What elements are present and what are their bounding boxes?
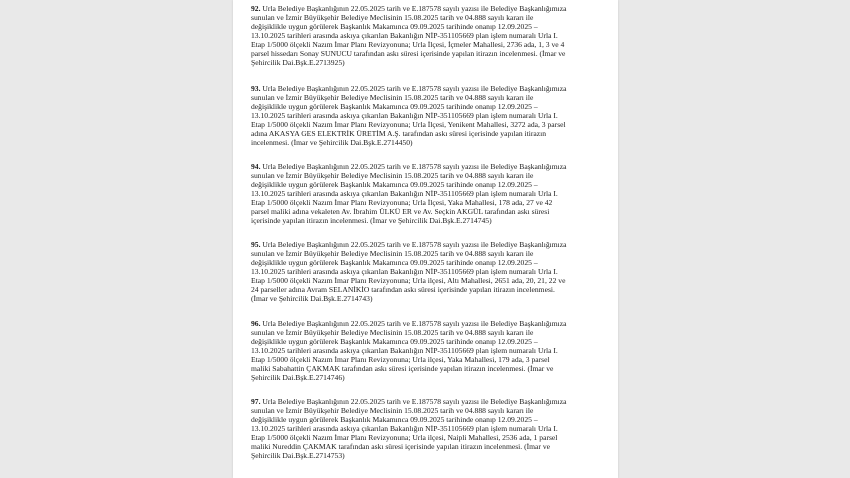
item-line: Şehircilik Dai.Bşk.E.2713925) <box>251 58 345 67</box>
agenda-item-94 <box>251 162 606 225</box>
item-line: sunulan ve İzmir Büyükşehir Belediye Meclisinin 15.08.2025 tarih ve 04.888 sayılı kararı ile <box>251 406 534 415</box>
item-line: sunulan ve İzmir Büyükşehir Belediye Meclisinin 15.08.2025 tarih ve 04.888 sayılı kararı ile <box>251 249 534 258</box>
item-text: Urla Belediye Başkanlığının 22.05.2025 tarih ve E.187578 sayılı yazısı ile Belediye Başkanlığımıza <box>262 162 567 171</box>
item-number: 97. <box>251 397 261 406</box>
item-line <box>251 4 606 13</box>
item-line: 13.10.2025 tarihleri arasında askıya çıkarılan Bakanlığın NİP-351105669 plan işlem numaralı Urla I. <box>251 346 558 355</box>
item-line: sunulan ve İzmir Büyükşehir Belediye Meclisinin 15.08.2025 tarih ve 04.888 sayılı kararı ile <box>251 13 534 22</box>
item-line: Etap 1/5000 ölçekli Nazım İmar Planı Revizyonuna; Urla ilçesi, Yaka Mahallesi, 179 ada, 3 parsel <box>251 355 550 364</box>
item-number: 95. <box>251 240 261 249</box>
item-line: maliki Nureddin ÇAKMAK tarafından askı süresi içerisinde yapılan itirazın incelenmesi. (İmar ve <box>251 442 551 451</box>
agenda-item-96 <box>251 319 606 382</box>
item-line: 13.10.2025 tarihleri arasında askıya çıkarılan Bakanlığın NİP-351105669 plan işlem numaralı Urla I. <box>251 267 558 276</box>
item-line: 13.10.2025 tarihleri arasında askıya çıkarılan Bakanlığın NİP-351105669 plan işlem numaralı Urla I. <box>251 111 558 120</box>
item-line: parsel maliki adına vekaleten Av. İbrahim ÜLKÜ ER ve Av. Seçkin AKGÜL tarafından askı süresi <box>251 207 550 216</box>
item-line <box>251 84 606 93</box>
item-text: Urla Belediye Başkanlığının 22.05.2025 tarih ve E.187578 sayılı yazısı ile Belediye Başkanlığımıza <box>262 397 567 406</box>
item-number: 94. <box>251 162 261 171</box>
item-number: 96. <box>251 319 261 328</box>
agenda-item-93 <box>251 84 606 147</box>
item-line: değişiklikle uygun görülerek Başkanlık Makamınca 09.09.2025 tarihinde onanıp 12.09.2025 – <box>251 337 538 346</box>
item-line: sunulan ve İzmir Büyükşehir Belediye Meclisinin 15.08.2025 tarih ve 04.888 sayılı kararı ile <box>251 93 534 102</box>
item-line: Şehircilik Dai.Bşk.E.2714753) <box>251 451 345 460</box>
item-line: değişiklikle uygun görülerek Başkanlık Makamınca 09.09.2025 tarihinde onanıp 12.09.2025 – <box>251 415 538 424</box>
item-text: Urla Belediye Başkanlığının 22.05.2025 tarih ve E.187578 sayılı yazısı ile Belediye Başkanlığımıza <box>262 240 567 249</box>
item-line: değişiklikle uygun görülerek Başkanlık Makamınca 09.09.2025 tarihinde onanıp 12.09.2025 – <box>251 180 538 189</box>
item-line: Şehircilik Dai.Bşk.E.2714746) <box>251 373 345 382</box>
item-line: değişiklikle uygun görülerek Başkanlık Makamınca 09.09.2025 tarihinde onanıp 12.09.2025 – <box>251 258 538 267</box>
item-line: Etap 1/5000 ölçekli Nazım İmar Planı Revizyonuna; Urla İlçesi, Yenikent Mahallesi, 3272 ada, 3 parsel <box>251 120 566 129</box>
document-page <box>233 0 618 478</box>
item-line <box>251 240 606 249</box>
item-line: 13.10.2025 tarihleri arasında askıya çıkarılan Bakanlığın NİP-351105669 plan işlem numaralı Urla I. <box>251 189 558 198</box>
item-line: 13.10.2025 tarihleri arasında askıya çıkarılan Bakanlığın NİP-351105669 plan işlem numaralı Urla I. <box>251 31 558 40</box>
item-line: sunulan ve İzmir Büyükşehir Belediye Meclisinin 15.08.2025 tarih ve 04.888 sayılı kararı ile <box>251 328 534 337</box>
agenda-item-97 <box>251 397 606 460</box>
agenda-item-92 <box>251 4 606 67</box>
item-number: 92. <box>251 4 261 13</box>
item-line: maliki Sabahattin ÇAKMAK tarafından askı süresi içerisinde yapılan itirazın incelenmesi. (İmar ve <box>251 364 554 373</box>
item-line: içerisinde yapılan itirazın incelenmesi. (İmar ve Şehircilik Dai.Bşk.E.2714745) <box>251 216 492 225</box>
item-line: (İmar ve Şehircilik Dai.Bşk.E.2714743) <box>251 294 373 303</box>
item-line: 24 parseller adına Avram SELANİKİO tarafından askı süresi içerisinde yapılan itirazın incelenmesi. <box>251 285 555 294</box>
item-line: sunulan ve İzmir Büyükşehir Belediye Meclisinin 15.08.2025 tarih ve 04.888 sayılı kararı ile <box>251 171 534 180</box>
item-line: değişiklikle uygun görülerek Başkanlık Makamınca 09.09.2025 tarihinde onanıp 12.09.2025 – <box>251 102 538 111</box>
item-line <box>251 397 606 406</box>
item-number: 93. <box>251 84 261 93</box>
item-line: Etap 1/5000 ölçekli Nazım İmar Planı Revizyonuna; Urla ilçesi, Altı Mahallesi, 2651 ada, 20, 21, 22 ve <box>251 276 566 285</box>
item-text: Urla Belediye Başkanlığının 22.05.2025 tarih ve E.187578 sayılı yazısı ile Belediye Başkanlığımıza <box>262 84 567 93</box>
item-line: 13.10.2025 tarihleri arasında askıya çıkarılan Bakanlığın NİP-351105669 plan işlem numaralı Urla I. <box>251 424 558 433</box>
item-line: Etap 1/5000 ölçekli Nazım İmar Planı Revizyonuna; Urla İlçesi, Yaka Mahallesi, 178 ada, 27 ve 42 <box>251 198 553 207</box>
item-text: Urla Belediye Başkanlığının 22.05.2025 tarih ve E.187578 sayılı yazısı ile Belediye Başkanlığımıza <box>262 4 567 13</box>
item-text: Urla Belediye Başkanlığının 22.05.2025 tarih ve E.187578 sayılı yazısı ile Belediye Başkanlığımıza <box>262 319 567 328</box>
item-line: değişiklikle uygun görülerek Başkanlık Makamınca 09.09.2025 tarihinde onanıp 12.09.2025 – <box>251 22 538 31</box>
item-line <box>251 162 606 171</box>
item-line: parsel hissedarı Sonay SUNUCU tarafından askı süresi içerisinde yapılan itirazın incelenmesi. (İmar ve <box>251 49 566 58</box>
item-line: Etap 1/5000 ölçekli Nazım İmar Planı Revizyonuna; Urla ilçesi, Naipli Mahallesi, 2536 ada, 1 parsel <box>251 433 558 442</box>
item-line: adına AKASYA GES ELEKTRİK ÜRETİM A.Ş. tarafından askı süresi içerisinde yapılan itirazın <box>251 129 547 138</box>
item-line <box>251 319 606 328</box>
item-line: Etap 1/5000 ölçekli Nazım İmar Planı Revizyonuna; Urla İlçesi, İçmeler Mahallesi, 2736 ada, 1, 3 ve 4 <box>251 40 565 49</box>
item-line: incelenmesi. (İmar ve Şehircilik Dai.Bşk.E.2714450) <box>251 138 413 147</box>
agenda-item-95 <box>251 240 606 303</box>
